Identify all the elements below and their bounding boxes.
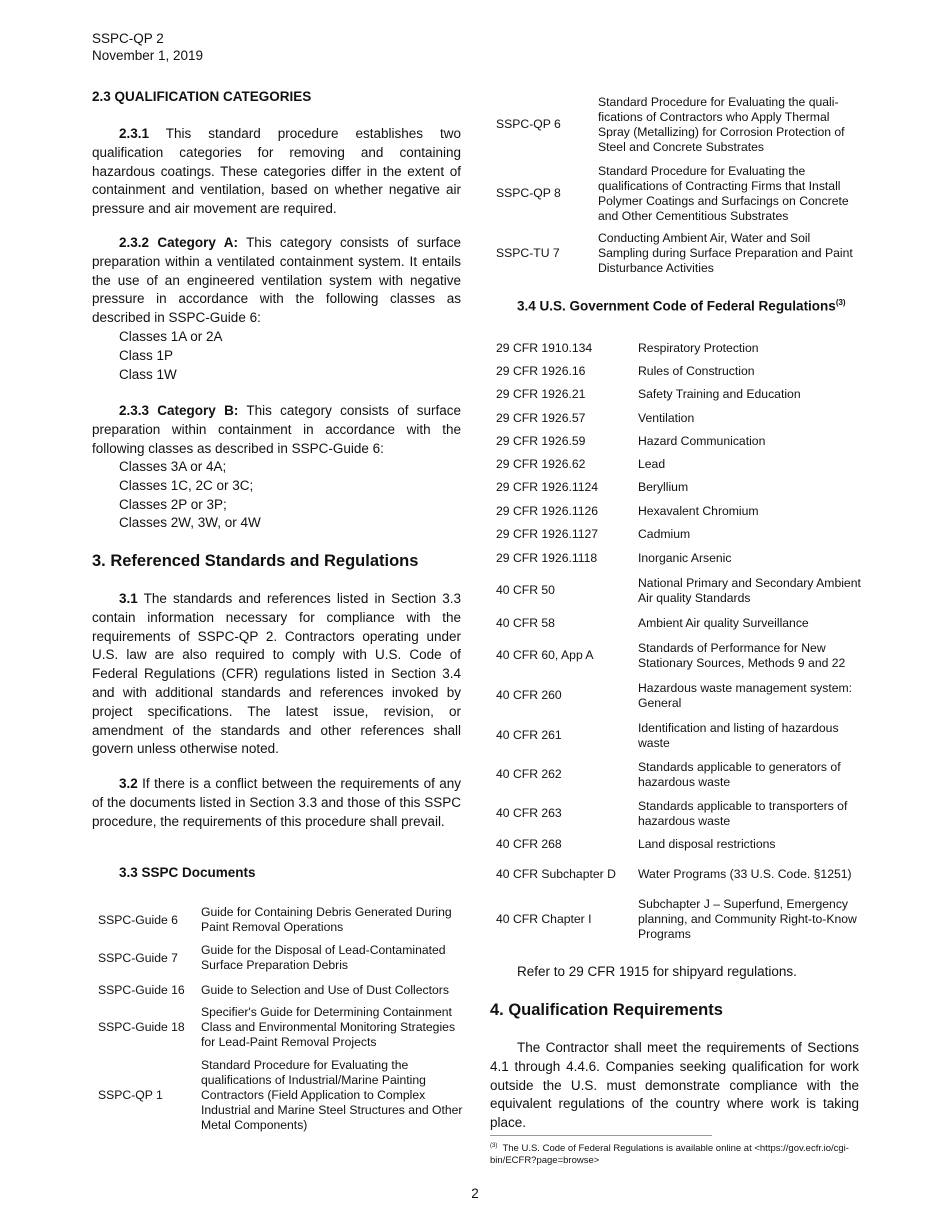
doc-desc-cell: Standard Procedure for Evaluating the qualifications of Contracting Firms that Install Polymer Coatings and Surfacings on Concrete and Other Cementitious Substrates <box>598 163 849 223</box>
section-4-title: 4. Qualification Requirements <box>490 1001 723 1019</box>
table-row <box>496 640 863 671</box>
table-row <box>496 363 863 379</box>
doc-id-cell: 40 CFR 260 <box>496 688 562 702</box>
table-row <box>496 550 863 566</box>
footnote <box>490 1140 862 1167</box>
doc-desc-cell: Identification and listing of hazardous waste <box>638 720 839 750</box>
para-3-2 <box>92 775 461 831</box>
table-row <box>496 526 863 542</box>
table-row <box>496 759 863 790</box>
para-number: 3.2 <box>119 776 138 791</box>
category-a-classes <box>119 328 223 384</box>
doc-desc-cell: Specifier's Guide for Determining Containment Class and Environmental Monitoring Strategies for Lead-Paint Removal Projects <box>201 1004 456 1049</box>
doc-desc-cell: Guide to Selection and Use of Dust Collectors <box>201 982 449 997</box>
doc-id: SSPC-QP 2 <box>92 31 164 46</box>
para-4 <box>490 1039 859 1133</box>
table-row <box>496 340 863 356</box>
table-row <box>496 836 863 852</box>
table-row <box>98 1004 463 1050</box>
doc-id-cell: 40 CFR 261 <box>496 728 562 742</box>
footnote-marker: (3) <box>490 1143 498 1149</box>
table-row <box>496 503 863 519</box>
para-text: The Contractor shall meet the requirements of Sections 4.1 through 4.4.6. Companies seeking qualification for work outside the U.S. must demonstrate compliance with the equivalent regulations of the country where work is taking place. <box>490 1040 859 1131</box>
para-3-1 <box>92 590 461 759</box>
doc-desc-cell: Standards applicable to transporters of hazardous waste <box>638 798 848 828</box>
table-row <box>496 575 863 606</box>
para-text: If there is a conflict between the requirements of any of the documents listed in Section 3.3 and those of this SSPC procedure, the requirements of this procedure shall prevail. <box>92 776 461 829</box>
doc-desc-cell: Ambient Air quality Surveillance <box>638 615 809 630</box>
table-row <box>496 433 863 449</box>
doc-desc-cell: Guide for the Disposal of Lead-Contaminated Surface Preparation Debris <box>201 943 446 972</box>
para-number: 2.3.3 Category B: <box>119 403 239 418</box>
doc-desc-cell: Hexavalent Chromium <box>638 503 759 518</box>
doc-id-cell: 29 CFR 1926.1126 <box>496 503 599 518</box>
doc-id-cell: 40 CFR 268 <box>496 836 562 851</box>
doc-desc-cell: Hazard Communication <box>638 433 766 448</box>
doc-desc-cell: Standard Procedure for Evaluating the qualifications of Contractors who Apply Thermal Spray (Metallizing) for Corrosion Protection of Steel and Concrete Substrates <box>598 94 845 154</box>
doc-desc-cell: Standards applicable to generators of hazardous waste <box>638 759 841 789</box>
doc-desc-cell: Lead <box>638 456 666 471</box>
para-2-3-1 <box>92 125 461 219</box>
doc-id-cell: SSPC-TU 7 <box>496 246 560 260</box>
table-row <box>496 479 863 495</box>
section-3-3-title: 3.3 SSPC Documents <box>119 865 256 880</box>
doc-id-cell: 40 CFR Subchapter D <box>496 867 616 881</box>
doc-id-cell: SSPC-Guide 7 <box>98 950 178 965</box>
doc-id-cell: 40 CFR 50 <box>496 583 555 597</box>
doc-id-cell: 40 CFR 60, App A <box>496 648 594 662</box>
table-row <box>496 231 860 276</box>
doc-id-cell: 40 CFR 58 <box>496 615 555 630</box>
doc-desc-cell: Land disposal restrictions <box>638 836 776 851</box>
table-row <box>496 386 863 402</box>
para-text: The standards and references listed in Section 3.3 contain information necessary for compliance with the requirements of SSPC-QP 2. Contractors operating under U.S. law are also required to comply with U.S. Code of Federal Regulations (CFR) regulations listed in Section 3.4 and with additional standards and references invoked by project specifications. The latest issue, revision, or amendment of the standards and other references shall govern unless otherwise noted. <box>92 591 461 757</box>
doc-desc-cell: Ventilation <box>638 410 695 425</box>
para-number: 2.3.1 <box>119 126 150 141</box>
section-3-title: 3. Referenced Standards and Regulations <box>92 552 419 570</box>
table-row <box>98 1058 463 1133</box>
table-row <box>496 163 860 224</box>
table-row <box>98 982 463 998</box>
doc-id-cell: 40 CFR 262 <box>496 767 562 781</box>
table-row <box>496 720 863 751</box>
doc-id-cell: 29 CFR 1926.21 <box>496 386 586 401</box>
table-row <box>496 94 860 155</box>
list-item: Classes 2W, 3W, or 4W <box>119 515 261 531</box>
doc-id-cell: SSPC-QP 1 <box>98 1088 163 1102</box>
doc-id-cell: SSPC-QP 6 <box>496 117 561 131</box>
doc-desc-cell: Guide for Containing Debris Generated During Paint Removal Operations <box>201 905 452 934</box>
doc-desc-cell: Respiratory Protection <box>638 340 759 355</box>
footnote-text: The U.S. Code of Federal Regulations is available online at <https://gov.ecfr.io/cgi-bin/ECFR?page=browse> <box>490 1143 849 1167</box>
doc-id-cell: 40 CFR 263 <box>496 806 562 820</box>
page-header <box>92 30 203 64</box>
doc-id-cell: SSPC-Guide 6 <box>98 912 178 927</box>
section-3-4-title-text: 3.4 U.S. Government Code of Federal Regulations <box>517 298 836 314</box>
doc-desc-cell: Conducting Ambient Air, Water and Soil Sampling during Surface Preparation and Paint Disturbance Activities <box>598 231 853 275</box>
doc-id-cell: 40 CFR Chapter I <box>496 911 592 926</box>
table-row <box>496 456 863 472</box>
para-text: This category consists of surface preparation within containment in accordance with the following classes as described in SSPC-Guide 6: <box>92 403 461 456</box>
doc-id-cell: 29 CFR 1926.57 <box>496 410 586 425</box>
category-b-classes <box>119 458 261 533</box>
doc-id-cell: 29 CFR 1926.59 <box>496 433 586 448</box>
doc-desc-cell: Safety Training and Education <box>638 386 801 401</box>
section-3-4-title <box>517 298 846 314</box>
doc-date: November 1, 2019 <box>92 48 204 63</box>
table-row <box>496 680 863 711</box>
table-row <box>496 410 863 426</box>
table-row <box>98 943 463 973</box>
doc-id-cell: 29 CFR 1926.1124 <box>496 479 599 494</box>
list-item: Classes 1C, 2C or 3C; <box>119 477 254 493</box>
para-2-3-3 <box>92 402 461 458</box>
list-item: Classes 3A or 4A; <box>119 459 227 474</box>
para-text: This standard procedure establishes two qualification categories for removing and containing hazardous coatings. These categories differ in the extent of containment and ventilation, based on whether negative air pressure and air movement are required. <box>92 126 461 217</box>
doc-id-cell: SSPC-Guide 18 <box>98 1019 185 1034</box>
list-item: Classes 2P or 3P; <box>119 496 227 512</box>
doc-desc-cell: Water Programs (33 U.S. Code. §1251) <box>638 867 852 881</box>
doc-id-cell: SSPC-Guide 16 <box>98 982 185 997</box>
doc-desc-cell: Inorganic Arsenic <box>638 550 732 565</box>
doc-desc-cell: Subchapter J – Superfund, Emergency planning, and Community Right-to-Know Programs <box>638 896 857 941</box>
para-number: 3.1 <box>119 591 138 606</box>
table-row <box>496 896 863 942</box>
doc-desc-cell: Hazardous waste management system: General <box>638 680 853 710</box>
doc-desc-cell: Standards of Performance for New Stationary Sources, Methods 9 and 22 <box>638 640 846 670</box>
list-item: Class 1P <box>119 347 174 363</box>
footnote-ref: (3) <box>835 298 846 307</box>
footnote-divider <box>490 1135 712 1136</box>
doc-id-cell: 29 CFR 1910.134 <box>496 340 593 355</box>
table-row <box>496 859 863 890</box>
doc-desc-cell: Cadmium <box>638 526 691 541</box>
table-row <box>98 905 463 935</box>
para-text: This category consists of surface preparation within a ventilated containment system. It entails the use of an engineered ventilation system with negative pressure in accordance with the following classes as described in SSPC-Guide 6: <box>92 235 461 326</box>
section-2-3-title: 2.3 QUALIFICATION CATEGORIES <box>92 89 312 104</box>
para-number: 2.3.2 Category A: <box>119 235 238 250</box>
shipyard-note: Refer to 29 CFR 1915 for shipyard regulations. <box>517 964 797 979</box>
list-item: Classes 1A or 2A <box>119 329 223 344</box>
table-row <box>496 798 863 829</box>
doc-desc-cell: National Primary and Secondary Ambient Air quality Standards <box>638 575 861 605</box>
doc-desc-cell: Rules of Construction <box>638 363 755 378</box>
doc-id-cell: SSPC-QP 8 <box>496 186 561 200</box>
doc-id-cell: 29 CFR 1926.1118 <box>496 550 598 565</box>
page-number: 2 <box>471 1186 479 1201</box>
doc-desc-cell: Beryllium <box>638 479 689 494</box>
doc-id-cell: 29 CFR 1926.16 <box>496 363 586 378</box>
doc-id-cell: 29 CFR 1926.62 <box>496 456 586 471</box>
table-row <box>496 615 863 631</box>
para-2-3-2 <box>92 234 461 328</box>
doc-desc-cell: Standard Procedure for Evaluating the qualifications of Industrial/Marine Painting Contractors (Field Application to Complex Industrial and Marine Steel Structures and Other Metal Components) <box>201 1058 463 1132</box>
list-item: Class 1W <box>119 366 177 382</box>
doc-id-cell: 29 CFR 1926.1127 <box>496 526 599 541</box>
